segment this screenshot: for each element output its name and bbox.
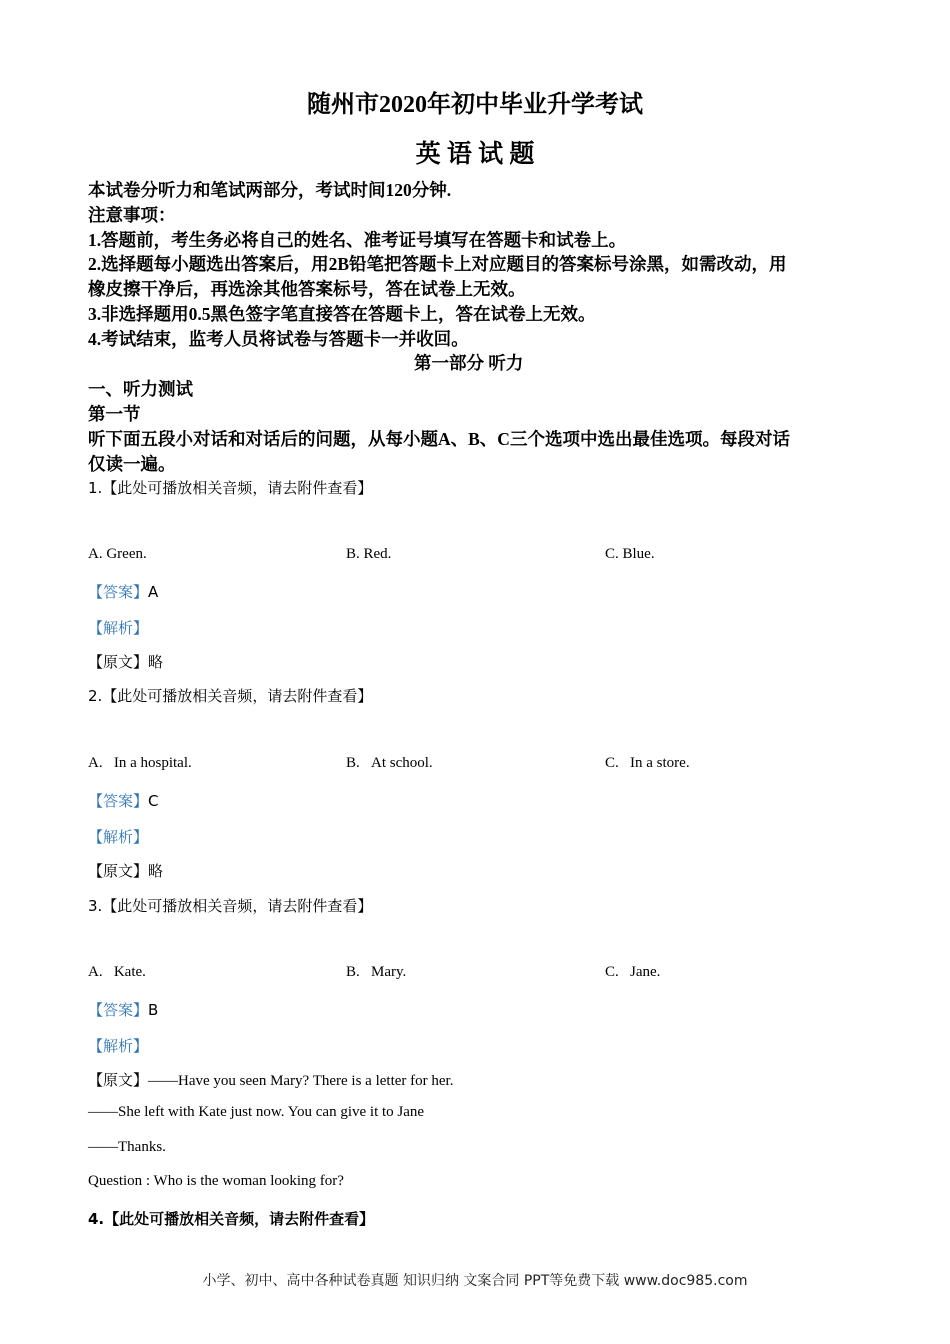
option-letter: C. [605, 964, 619, 980]
part-heading: 第一部分 听力 [414, 353, 524, 373]
question-1-option-a: A. Green. [88, 546, 147, 562]
option-text: Mary. [371, 964, 407, 980]
question-3-option-a [88, 964, 146, 981]
question-line: Question : Who is the woman looking for? [88, 1173, 344, 1189]
question-3-analysis-label: 【解析】 [88, 1037, 149, 1055]
page-title: 随州市2020年初中毕业升学考试 [307, 92, 643, 118]
question-2-option-b [346, 755, 433, 772]
notice-item-1: 1.答题前，考生务必将自己的姓名、准考证号填写在答题卡和试卷上。 [88, 230, 627, 250]
option-text: In a hospital. [113, 755, 192, 771]
dialogue-line-2: ——She left with Kate just now. You can give it to Jane [88, 1104, 425, 1120]
question-1-analysis-label: 【解析】 [88, 619, 149, 637]
question-3-answer [88, 999, 158, 1020]
question-1-option-b: B. Red. [346, 546, 392, 562]
exam-intro: 本试卷分听力和笔试两部分，考试时间120分钟. [88, 180, 452, 200]
answer-label: 【答案】 [88, 1001, 149, 1019]
answer-value: A [148, 583, 159, 601]
question-1-prompt [88, 477, 372, 498]
question-1-option-c: C. Blue. [605, 546, 655, 562]
question-2-analysis-label: 【解析】 [88, 828, 149, 846]
question-3-audio-link[interactable]: 3.【此处可播放相关音频，请去附件查看】 [88, 897, 373, 915]
question-2-original [88, 860, 163, 881]
question-1-answer [88, 581, 158, 602]
question-4-prompt [88, 1208, 374, 1229]
option-letter: B. [346, 755, 360, 771]
question-1-original [88, 651, 163, 672]
directions-line-1: 听下面五段小对话和对话后的问题，从每小题A、B、C三个选项中选出最佳选项。每段对话 [88, 429, 790, 449]
section-title: 一、听力测试 [88, 379, 193, 399]
option-letter: C. [605, 755, 619, 771]
question-3-original [88, 1069, 453, 1090]
option-text: Jane. [630, 964, 661, 980]
original-label: 【原文】 [88, 653, 149, 671]
question-1-audio-link[interactable]: 1.【此处可播放相关音频，请去附件查看】 [88, 479, 373, 497]
original-label: 【原文】 [88, 1071, 149, 1089]
page-footer: 小学、初中、高中各种试卷真题 知识归纳 文案合同 PPT等免费下载 www.doc985.com [202, 1273, 748, 1289]
option-text: At school. [371, 755, 433, 771]
option-text: In a store. [630, 755, 690, 771]
answer-value: B [148, 1001, 159, 1019]
original-label: 【原文】 [88, 862, 149, 880]
option-text: Kate. [113, 964, 146, 980]
subsection-title: 第一节 [88, 404, 141, 424]
notice-heading: 注意事项： [88, 205, 176, 225]
question-2-option-c [605, 755, 690, 772]
question-2-prompt [88, 685, 372, 706]
question-3-option-c [605, 964, 660, 981]
question-2-audio-link[interactable]: 2.【此处可播放相关音频，请去附件查看】 [88, 687, 373, 705]
option-letter: A. [88, 964, 103, 980]
original-text: 略 [148, 653, 164, 671]
answer-value: C [148, 792, 159, 810]
question-2-answer [88, 790, 159, 811]
original-text: ——Have you seen Mary? There is a letter for her. [148, 1073, 454, 1089]
question-3-option-b [346, 964, 406, 981]
original-text: 略 [148, 862, 164, 880]
notice-item-3: 3.非选择题用0.5黑色签字笔直接答在答题卡上，答在试卷上无效。 [88, 304, 596, 324]
question-2-option-a [88, 755, 192, 772]
question-3-prompt [88, 895, 372, 916]
notice-item-2-line-2: 橡皮擦干净后，再选涂其他答案标号，答在试卷上无效。 [88, 279, 526, 299]
option-letter: A. [88, 755, 103, 771]
option-letter: B. [346, 964, 360, 980]
answer-label: 【答案】 [88, 583, 149, 601]
notice-item-4: 4.考试结束，监考人员将试卷与答题卡一并收回。 [88, 329, 469, 349]
notice-item-2-line-1: 2.选择题每小题选出答案后，用2B铅笔把答题卡上对应题目的答案标号涂黑，如需改动，用 [88, 254, 787, 274]
question-4-audio-link[interactable]: 4.【此处可播放相关音频，请去附件查看】 [88, 1210, 375, 1228]
answer-label: 【答案】 [88, 792, 149, 810]
dialogue-line-3: ——Thanks. [88, 1139, 166, 1155]
page-subtitle: 英 语 试 题 [415, 141, 535, 168]
directions-line-2: 仅读一遍。 [88, 454, 176, 474]
